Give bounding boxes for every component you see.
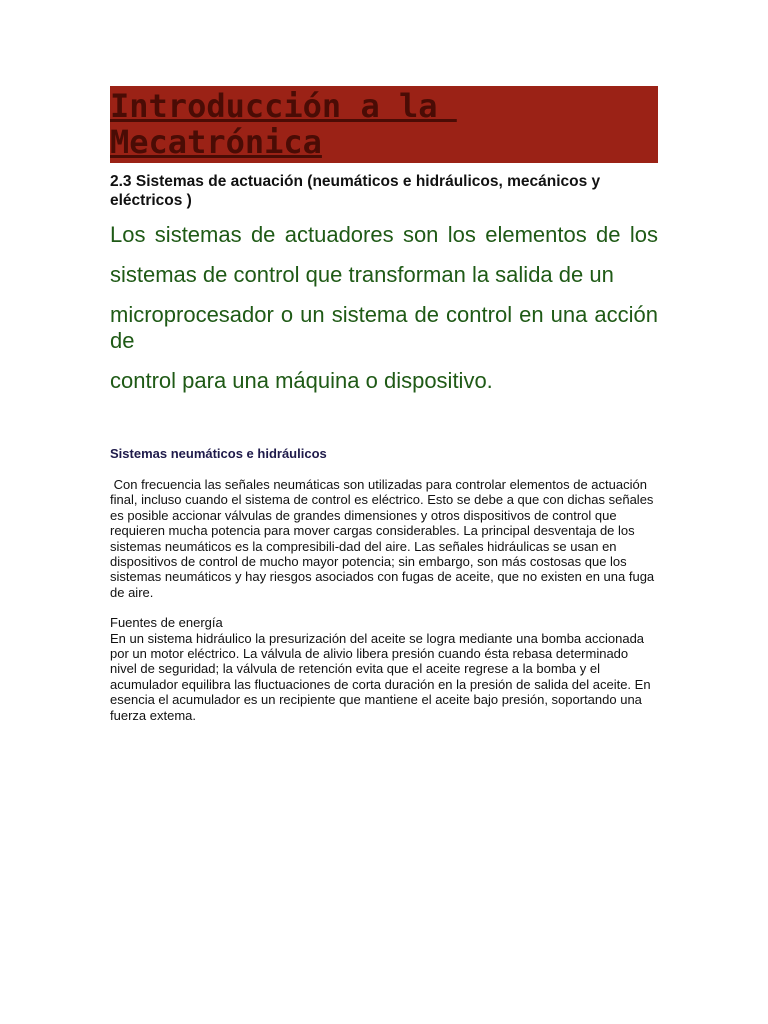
intro-line-2: sistemas de control que transforman la salida de un xyxy=(110,262,614,287)
section-heading: Sistemas neumáticos e hidráulicos xyxy=(110,446,327,461)
intro-line-1: Los sistemas de actuadores son los elementos de los xyxy=(110,222,658,247)
title-banner xyxy=(110,86,658,163)
body-paragraph-1: Con frecuencia las señales neumáticas son utilizadas para controlar elementos de actuación final, incluso cuando el sistema de control es eléctrico. Esto se debe a que con dichas señales es posible accionar válvulas de grandes dimensiones y otros dispositivos de control que requieren mucha potencia para mover cargas considerables. La principal desventaja de los sistemas neumáticos es la compresibili-dad del aire. Las señales hidráulicas se usan en dispositivos de control de mucho mayor potencia; sin embargo, son más costosas que los sistemas neumáticos y hay riesgos asociados con fugas de aceite, que no existen en una fuga de aire. xyxy=(110,477,658,600)
intro-line-3: microprocesador o un sistema de control en una acción de xyxy=(110,302,658,353)
page-title[interactable] xyxy=(110,86,658,160)
page-title-line-1: Introducción a la xyxy=(110,87,457,125)
intro-line-4: control para una máquina o dispositivo. xyxy=(110,368,493,393)
body-paragraph-2 xyxy=(110,615,658,723)
section-subtitle: 2.3 Sistemas de actuación (neumáticos e hidráulicos, mecánicos y eléctricos ) xyxy=(110,173,601,209)
page-title-line-2: Mecatrónica xyxy=(110,123,322,161)
body-paragraph-2-heading: Fuentes de energía xyxy=(110,615,223,631)
intro-text xyxy=(110,222,658,394)
document-page xyxy=(110,86,658,723)
body-paragraph-2-text: En un sistema hidráulico la presurización del aceite se logra mediante una bomba accionada por un motor eléctrico. La válvula de alivio libera presión cuando ésta rebasa determinado nivel de seguridad; la válvula de retención evita que el aceite regrese a la bomba y el acumulador equilibra las fluctuaciones de corta duración en la presión de salida del aceite. En esencia el acumulador es un recipiente que mantiene el aceite bajo presión, soportando una fuerza extema. xyxy=(110,630,651,723)
